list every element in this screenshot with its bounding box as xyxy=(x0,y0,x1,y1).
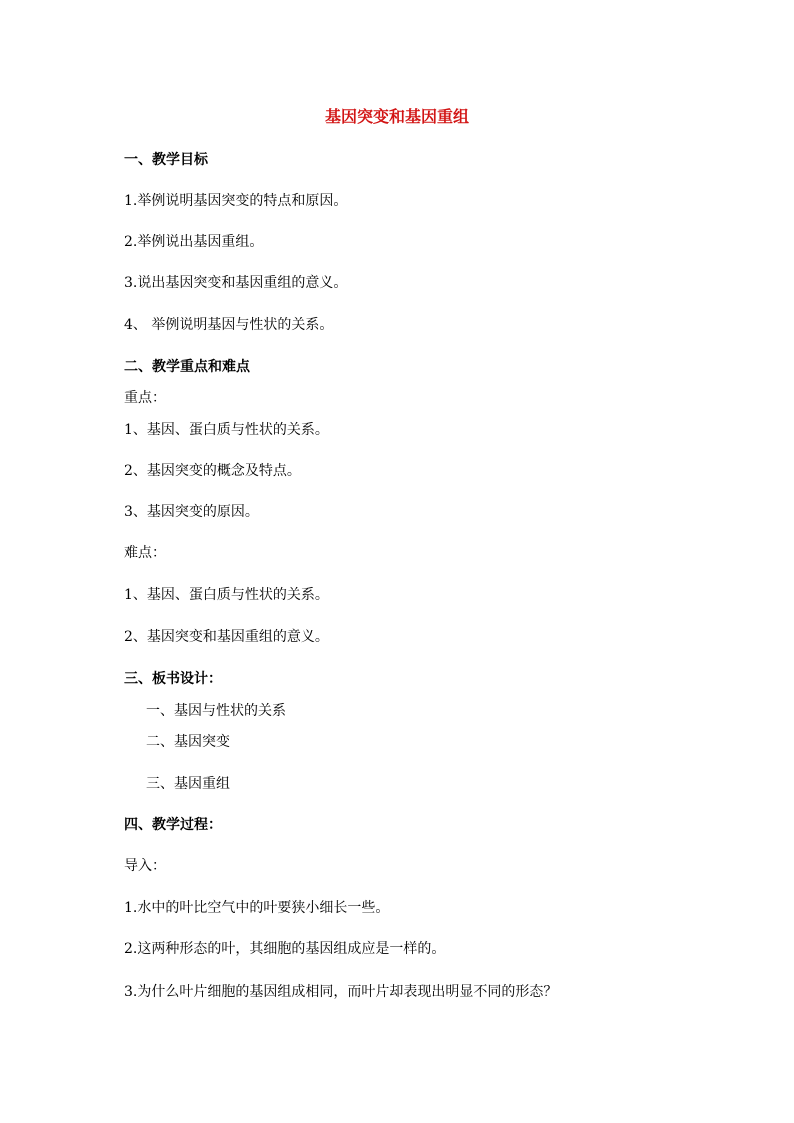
key-item: 3、基因突变的原因。 xyxy=(124,504,259,520)
process-item: 3.为什么叶片细胞的基因组成相同，而叶片却表现出明显不同的形态？ xyxy=(124,984,558,1000)
difficult-label: 难点： xyxy=(124,545,166,561)
key-item: 1、基因、蛋白质与性状的关系。 xyxy=(124,422,329,438)
key-label: 重点： xyxy=(124,390,166,406)
key-item: 2、基因突变的概念及特点。 xyxy=(124,463,301,479)
board-item: 一、基因与性状的关系 xyxy=(146,703,286,719)
section-heading-goals: 一、教学目标 xyxy=(124,152,208,168)
section-heading-key-points: 二、教学重点和难点 xyxy=(124,359,250,375)
section-heading-board: 三、板书设计： xyxy=(124,671,222,687)
section-heading-process: 四、教学过程： xyxy=(124,817,222,833)
process-item: 2.这两种形态的叶，其细胞的基因组成应是一样的。 xyxy=(124,941,446,957)
board-item: 二、基因突变 xyxy=(146,734,230,750)
goal-item: 1.举例说明基因突变的特点和原因。 xyxy=(124,193,348,209)
process-item: 1.水中的叶比空气中的叶要狭小细长一些。 xyxy=(124,900,390,916)
goal-item: 2.举例说出基因重组。 xyxy=(124,234,264,250)
goal-item: 3.说出基因突变和基因重组的意义。 xyxy=(124,275,348,291)
board-item: 三、基因重组 xyxy=(146,776,230,792)
intro-label: 导入： xyxy=(124,858,166,874)
difficult-item: 2、基因突变和基因重组的意义。 xyxy=(124,629,329,645)
document-title: 基因突变和基因重组 xyxy=(324,107,469,126)
difficult-item: 1、基因、蛋白质与性状的关系。 xyxy=(124,587,329,603)
goal-item: 4、 举例说明基因与性状的关系。 xyxy=(124,317,334,333)
